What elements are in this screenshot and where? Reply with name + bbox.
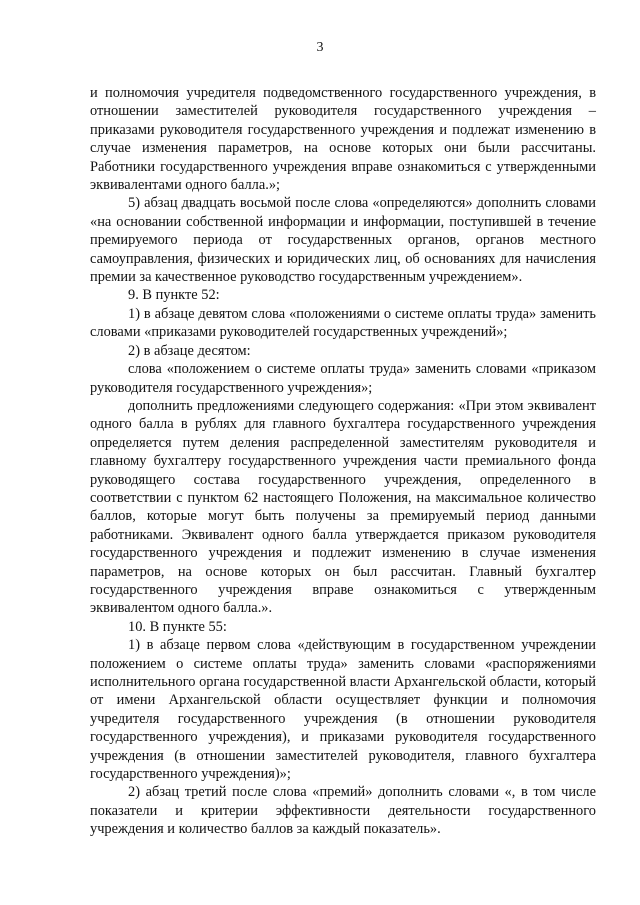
paragraph: 2) абзац третий после слова «премий» дополнить словами «, в том числе показатели и критерии эффективности деятельности государственного учреждения и количество баллов за каждый показатель». (90, 784, 596, 838)
page-number: 3 (316, 40, 324, 55)
paragraph: слова «положением о системе оплаты труда» заменить словами «приказом руководителя государственного учреждения»; (90, 361, 596, 396)
paragraph: 10. В пункте 55: (128, 618, 227, 635)
paragraph: 9. В пункте 52: (128, 287, 220, 304)
paragraph: дополнить предложениями следующего содержания: «При этом эквивалент одного балла в рублях для главного бухгалтера государственного учреждения определяется путем деления распределенной заместителям руководителя и главному бухгалтеру государственного учреждения части премиального фонда руководящего состава государственного учреждения, определенного в соответствии с пунктом 62 настоящего Положения, на максимальное количество баллов, которые могут быть получены за премируемый период данными работниками. Эквивалент одного балла утверждается приказом руководителя государственного учреждения и подлежит изменению в случае изменения параметров, на основе которых он был рассчитан. Главный бухгалтер государственного учреждения вправе ознакомиться с утвержденным эквивалентом одного балла.». (90, 397, 596, 617)
document-body (90, 84, 596, 839)
paragraph: и полномочия учредителя подведомственного государственного учреждения, в отношении заместителей руководителя государственного учреждения – приказами руководителя государственного учреждения и подлежат изменению в случае изменения параметров, на основе которых они были рассчитаны. Работники государственного учреждения вправе ознакомиться с утвержденными эквивалентами одного балла.»; (90, 85, 596, 194)
paragraph: 5) абзац двадцать восьмой после слова «определяются» дополнить словами «на основании собственной информации и информации, поступившей в течение премируемого периода от государственных органов, органов местного самоуправления, физических и юридических лиц, об основаниях для начисления премии за качественное руководство государственным учреждением». (90, 195, 596, 286)
paragraph: 1) в абзаце девятом слова «положениями о системе оплаты труда» заменить словами «приказами руководителей государственных учреждений»; (90, 305, 596, 341)
paragraph: 2) в абзаце десятом: (128, 342, 251, 359)
paragraph: 1) в абзаце первом слова «действующим в государственном учреждении положением о системе оплаты труда» заменить словами «распоряжениями исполнительного органа государственной власти Архангельской области, который от имени Архангельской области осуществляет функции и полномочия учредителя государственного учреждения (в отношении руководителя государственного учреждения), и приказами руководителя государственного учреждения (в отношении заместителей руководителя, главного бухгалтера государственного учреждения)»; (90, 637, 596, 783)
